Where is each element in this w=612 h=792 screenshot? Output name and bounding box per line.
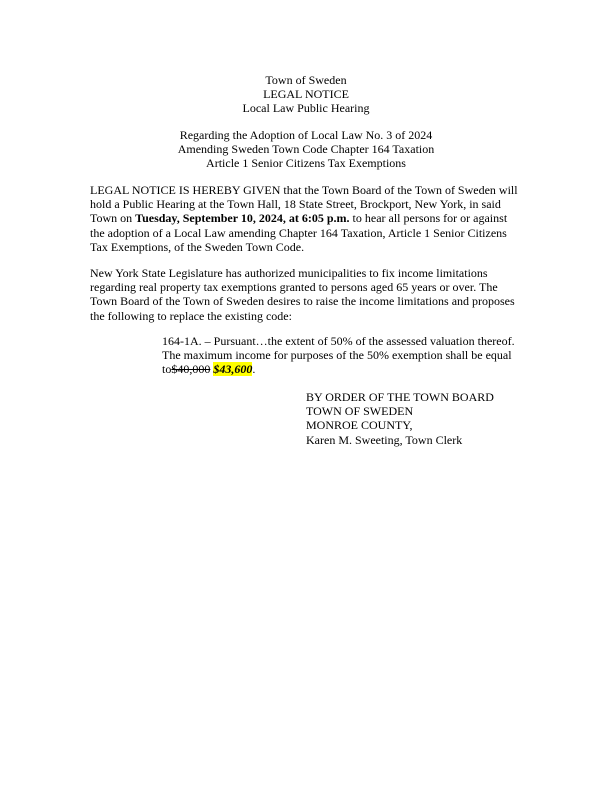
notice-subtitle: Local Law Public Hearing bbox=[242, 101, 370, 116]
signature-line: TOWN OF SWEDEN bbox=[306, 404, 414, 419]
text-suffix: to hear all persons for or against bbox=[349, 211, 508, 226]
notice-heading bbox=[0, 73, 612, 116]
code-line bbox=[162, 362, 532, 376]
paragraph-line: hold a Public Hearing at the Town Hall, 18 State Street, Brockport, New York, in said bbox=[90, 197, 501, 212]
signature-block bbox=[306, 390, 546, 447]
new-income-limit: $43,600 bbox=[213, 362, 253, 377]
text-suffix: . bbox=[252, 362, 256, 377]
old-income-limit: $40,000 bbox=[171, 362, 211, 377]
paragraph-line: New York State Legislature has authorized municipalities to fix income limitations bbox=[90, 266, 488, 280]
regarding-line-1: Regarding the Adoption of Local Law No. 3 of 2024 bbox=[179, 128, 433, 142]
notice-type: LEGAL NOTICE bbox=[263, 87, 349, 102]
code-line: The maximum income for purposes of the 50% exemption shall be equal bbox=[162, 348, 512, 363]
text-prefix: Town on bbox=[90, 211, 136, 226]
regarding-block bbox=[0, 128, 612, 171]
signature-line: BY ORDER OF THE TOWN BOARD bbox=[306, 390, 494, 404]
paragraph-line: the adoption of a Local Law amending Chapter 164 Taxation, Article 1 Senior Citizens bbox=[90, 225, 507, 240]
regarding-line-3: Article 1 Senior Citizens Tax Exemptions bbox=[206, 156, 406, 171]
paragraph-line bbox=[90, 211, 530, 225]
paragraph-line: regarding real property tax exemptions granted to persons aged 65 years or over. The bbox=[90, 280, 498, 295]
signature-line: MONROE COUNTY, bbox=[306, 418, 413, 433]
town-clerk-name: Karen M. Sweeting, Town Clerk bbox=[306, 432, 463, 447]
legislature-paragraph bbox=[90, 266, 530, 323]
paragraph-line: LEGAL NOTICE IS HEREBY GIVEN that the Town Board of the Town of Sweden will bbox=[90, 183, 518, 197]
regarding-line-2: Amending Sweden Town Code Chapter 164 Taxation bbox=[177, 142, 435, 157]
hearing-paragraph bbox=[90, 183, 530, 254]
town-name: Town of Sweden bbox=[265, 73, 347, 87]
hearing-date-time: Tuesday, September 10, 2024, at 6:05 p.m. bbox=[135, 211, 350, 226]
text-prefix: to bbox=[162, 362, 172, 377]
paragraph-line: Tax Exemptions, of the Sweden Town Code. bbox=[90, 239, 305, 254]
paragraph-line: the following to replace the existing code: bbox=[90, 308, 292, 323]
code-amendment-block bbox=[162, 334, 532, 377]
paragraph-line: Town Board of the Town of Sweden desires to raise the income limitations and proposes bbox=[90, 294, 515, 309]
code-line: 164-1A. – Pursuant…the extent of 50% of the assessed valuation thereof. bbox=[162, 334, 515, 348]
